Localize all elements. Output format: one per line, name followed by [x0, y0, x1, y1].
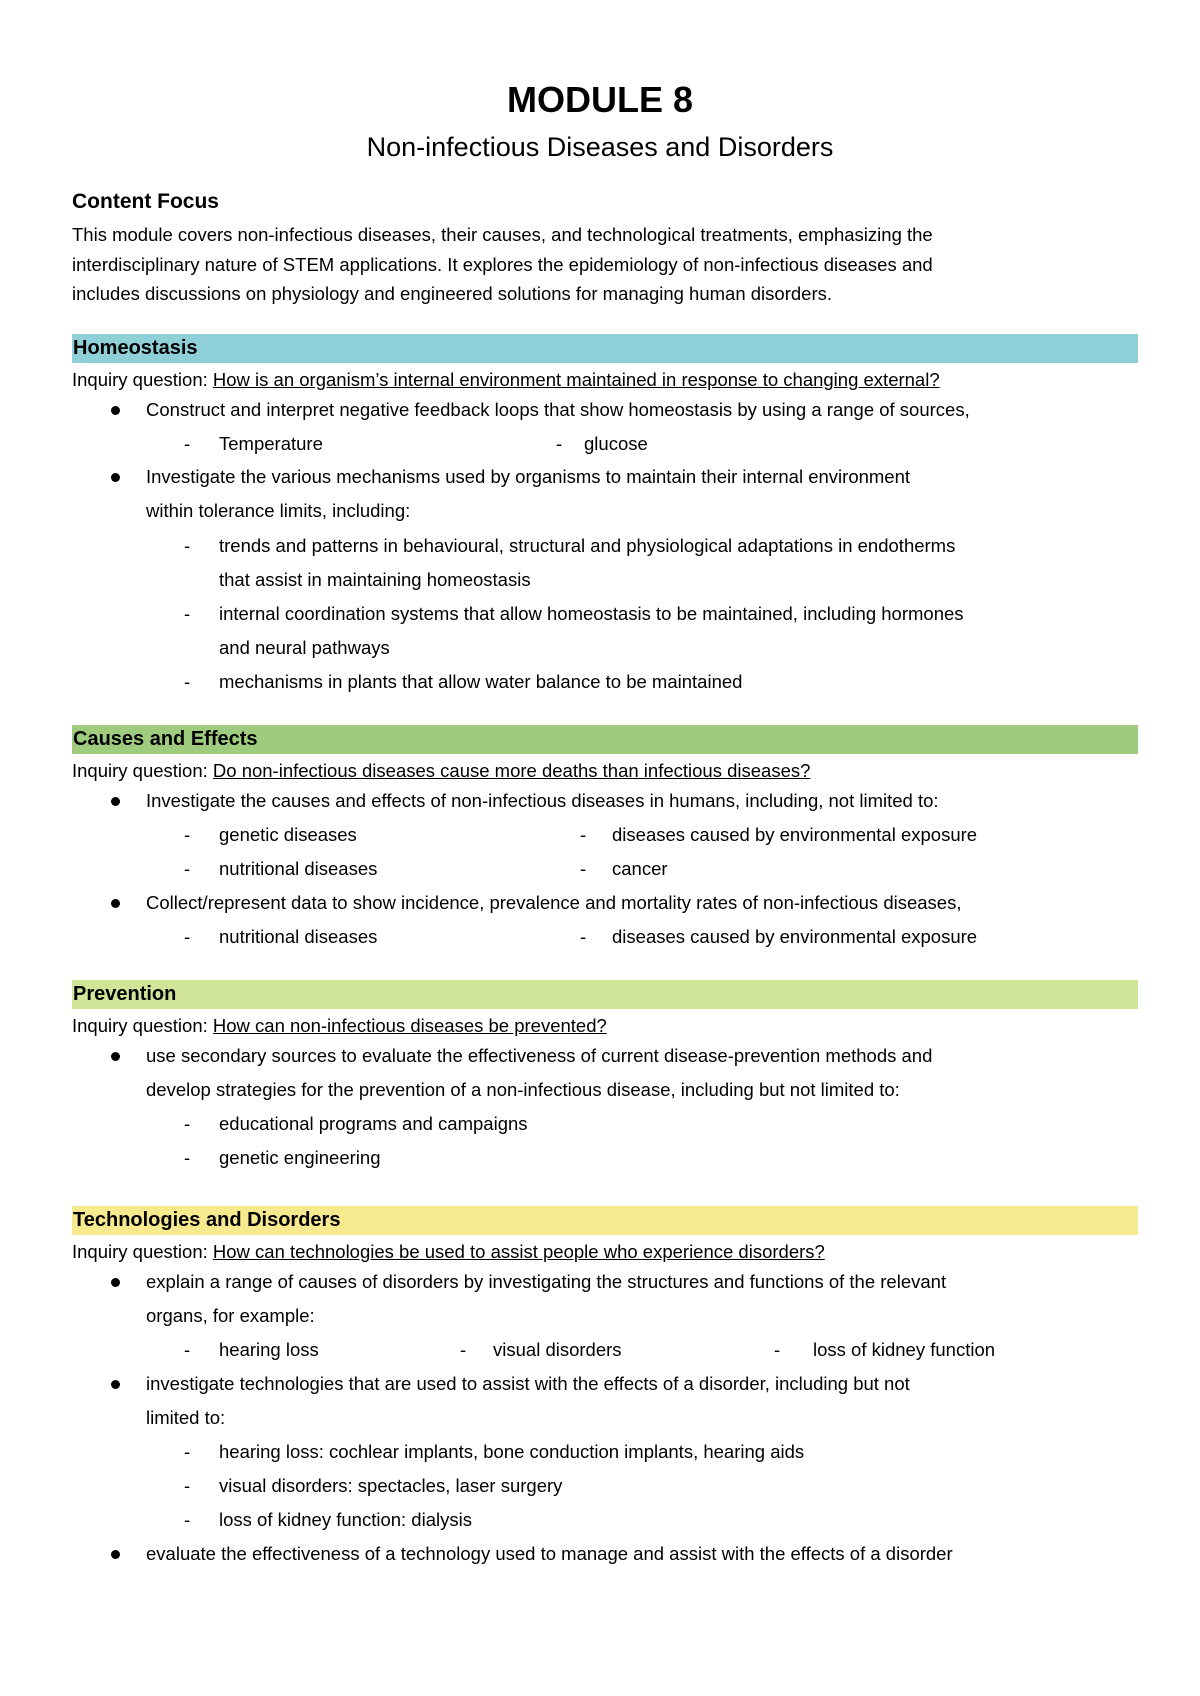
inquiry-text: How can non-infectious diseases be prevented? [212, 1015, 607, 1036]
bullet-icon [111, 899, 120, 908]
dash-icon: - [184, 671, 191, 692]
list-item: explain a range of causes of disorders by investigating the structures and functions of the relevant [146, 1271, 947, 1292]
sub-list-item: diseases caused by environmental exposure [612, 926, 978, 947]
dash-icon: - [184, 433, 191, 454]
dash-icon: - [556, 433, 563, 454]
sub-list-item: educational programs and campaigns [219, 1113, 528, 1134]
inquiry-question-prevention [72, 1012, 607, 1040]
dash-icon: - [184, 603, 191, 624]
dash-icon: - [184, 1475, 191, 1496]
module-subtitle: Non-infectious Diseases and Disorders [366, 132, 834, 162]
list-item: Investigate the various mechanisms used by organisms to maintain their internal environment [146, 466, 911, 487]
sub-list-item: loss of kidney function [813, 1339, 996, 1360]
dash-icon: - [184, 1339, 191, 1360]
dash-icon: - [460, 1339, 467, 1360]
dash-icon: - [580, 824, 587, 845]
sub-list-item: nutritional diseases [219, 926, 378, 947]
sub-list-item: nutritional diseases [219, 858, 378, 879]
inquiry-text: How can technologies be used to assist people who experience disorders? [212, 1241, 825, 1262]
content-focus-body [72, 220, 1134, 309]
content-focus-line: interdisciplinary nature of STEM applications. It explores the epidemiology of non-infectious diseases and [72, 253, 933, 275]
list-item-continued: within tolerance limits, including: [146, 500, 411, 521]
list-item: Collect/represent data to show incidence, prevalence and mortality rates of non-infectious diseases, [146, 892, 962, 913]
dash-icon: - [184, 1147, 191, 1168]
bullet-icon [111, 1380, 120, 1389]
sub-list-item: cancer [612, 858, 668, 879]
inquiry-question-technologies-disorders [72, 1238, 825, 1266]
list-item: Investigate the causes and effects of non-infectious diseases in humans, including, not limited to: [146, 790, 939, 811]
dash-icon: - [184, 535, 191, 556]
sub-list-item: trends and patterns in behavioural, structural and physiological adaptations in endotherms [219, 535, 956, 556]
sub-list-item: genetic diseases [219, 824, 357, 845]
inquiry-question-homeostasis [72, 366, 940, 394]
section-header-technologies-disorders: Technologies and Disorders [72, 1206, 1138, 1235]
list-item: Construct and interpret negative feedback loops that show homeostasis by using a range of sources, [146, 399, 970, 420]
inquiry-text: Do non-infectious diseases cause more deaths than infectious diseases? [212, 760, 811, 781]
dash-icon: - [774, 1339, 781, 1360]
sub-list-item: visual disorders: spectacles, laser surgery [219, 1475, 563, 1496]
sub-list-item: internal coordination systems that allow homeostasis to be maintained, including hormones [219, 603, 964, 624]
dash-icon: - [184, 1509, 191, 1530]
inquiry-label: Inquiry question: [72, 369, 213, 390]
dash-icon: - [184, 1441, 191, 1462]
inquiry-label: Inquiry question: [72, 1015, 213, 1036]
dash-icon: - [580, 858, 587, 879]
dash-icon: - [184, 926, 191, 947]
sub-list-item: loss of kidney function: dialysis [219, 1509, 472, 1530]
section-header-causes-effects: Causes and Effects [72, 725, 1138, 754]
inquiry-question-causes-effects [72, 757, 810, 785]
dash-icon: - [184, 1113, 191, 1134]
dash-icon: - [184, 824, 191, 845]
bullet-icon [111, 1052, 120, 1061]
bullet-icon [111, 797, 120, 806]
bullet-icon [111, 473, 120, 482]
sub-list-item: visual disorders [493, 1339, 622, 1360]
bullet-icon [111, 406, 120, 415]
section-header-homeostasis: Homeostasis [72, 334, 1138, 363]
inquiry-label: Inquiry question: [72, 760, 213, 781]
sub-list-item-continued: and neural pathways [219, 637, 390, 658]
dash-icon: - [184, 858, 191, 879]
inquiry-text: How is an organism’s internal environment maintained in response to changing external? [212, 369, 940, 390]
content-focus-heading: Content Focus [72, 190, 219, 213]
bullet-icon [111, 1278, 120, 1287]
bullet-icon [111, 1550, 120, 1559]
list-item-continued: organs, for example: [146, 1305, 315, 1326]
list-item-continued: develop strategies for the prevention of a non-infectious disease, including but not limited to: [146, 1079, 900, 1100]
sub-list-item: Temperature [219, 433, 323, 454]
sub-list-item: diseases caused by environmental exposure [612, 824, 978, 845]
sub-list-item-continued: that assist in maintaining homeostasis [219, 569, 531, 590]
list-item-continued: limited to: [146, 1407, 226, 1428]
sub-list-item: genetic engineering [219, 1147, 381, 1168]
sub-list-item: mechanisms in plants that allow water balance to be maintained [219, 671, 743, 692]
list-item: use secondary sources to evaluate the effectiveness of current disease-prevention methods and [146, 1045, 933, 1066]
content-focus-line: includes discussions on physiology and engineered solutions for managing human disorders. [72, 283, 832, 304]
content-focus-line: This module covers non-infectious diseases, their causes, and technological treatments, emphasizing the [72, 224, 933, 245]
sub-list-item: hearing loss: cochlear implants, bone conduction implants, hearing aids [219, 1441, 805, 1462]
sub-list-item: glucose [584, 433, 648, 454]
list-item: evaluate the effectiveness of a technology used to manage and assist with the effects of a disorder [146, 1543, 953, 1564]
sub-list-item: hearing loss [219, 1339, 319, 1360]
list-item: investigate technologies that are used to assist with the effects of a disorder, including but not [146, 1373, 910, 1394]
section-header-prevention: Prevention [72, 980, 1138, 1009]
module-title: MODULE 8 [506, 79, 693, 120]
inquiry-label: Inquiry question: [72, 1241, 213, 1262]
dash-icon: - [580, 926, 587, 947]
